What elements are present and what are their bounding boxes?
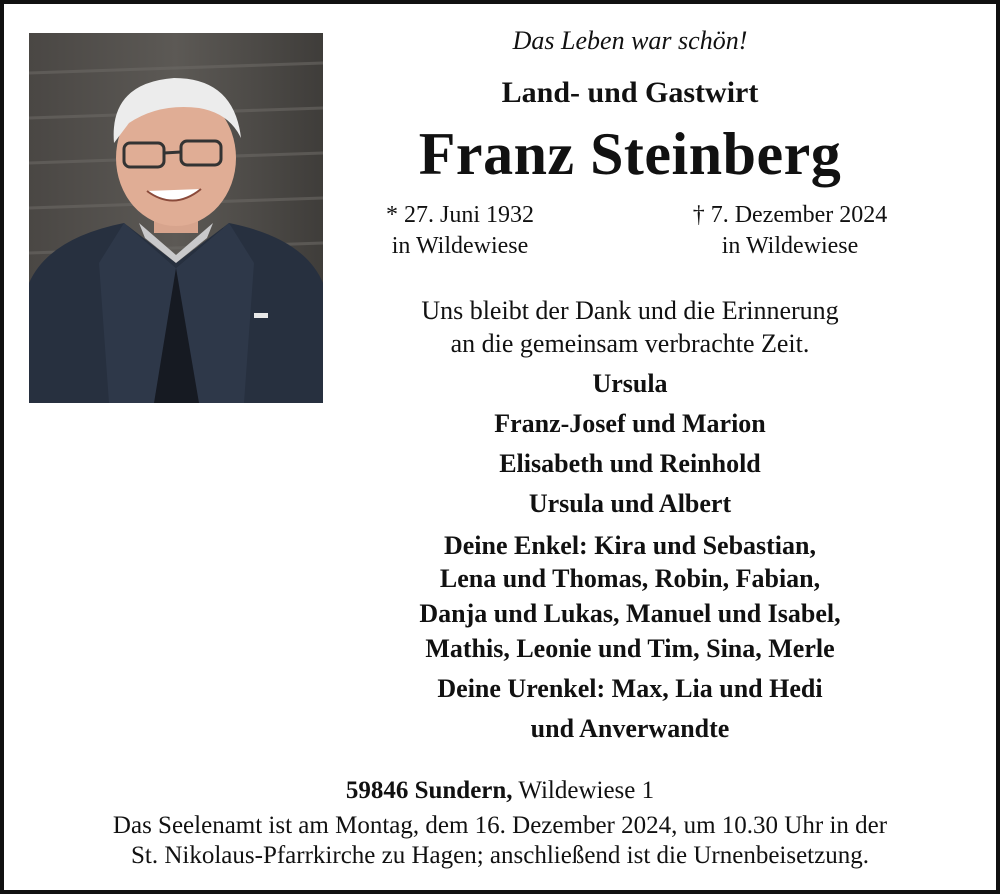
- family-line: Deine Urenkel: Max, Lia und Hedi: [437, 674, 823, 703]
- family-line: Elisabeth und Reinhold: [499, 449, 761, 478]
- family-line: Mathis, Leonie und Tim, Sina, Merle: [425, 634, 835, 663]
- service-line: St. Nikolaus-Pfarrkirche zu Hagen; anschließend ist die Urnenbeisetzung.: [131, 842, 869, 869]
- birth-info: [350, 200, 570, 262]
- family-line: Lena und Thomas, Robin, Fabian,: [439, 564, 821, 593]
- motto: Das Leben war schön!: [512, 26, 748, 55]
- family-line: Danja und Lukas, Manuel und Isabel,: [419, 599, 841, 628]
- address: [20, 777, 980, 805]
- thanks-line: Uns bleibt der Dank und die Erinnerung: [421, 296, 839, 325]
- birth-place: in Wildewiese: [391, 233, 529, 259]
- occupation: Land- und Gastwirt: [501, 76, 759, 109]
- family-line: und Anverwandte: [530, 714, 730, 743]
- portrait-photo: [29, 33, 323, 403]
- family-line: Deine Enkel: Kira und Sebastian,: [443, 531, 816, 560]
- deceased-name: Franz Steinberg: [418, 121, 842, 187]
- address-city: 59846 Sundern,: [345, 777, 513, 804]
- birth-date: * 27. Juni 1932: [385, 202, 534, 228]
- family-line: Ursula und Albert: [528, 489, 732, 518]
- death-info: [660, 200, 920, 262]
- family-line: Franz-Josef und Marion: [494, 409, 766, 438]
- address-street: Wildewiese 1: [518, 777, 655, 804]
- thanks-line: an die gemeinsam verbrachte Zeit.: [450, 329, 810, 358]
- death-place: in Wildewiese: [721, 233, 859, 259]
- death-date: † 7. Dezember 2024: [692, 202, 888, 228]
- service-line: Das Seelenamt ist am Montag, dem 16. Dezember 2024, um 10.30 Uhr in der: [112, 812, 888, 839]
- family-line: Ursula: [592, 369, 668, 398]
